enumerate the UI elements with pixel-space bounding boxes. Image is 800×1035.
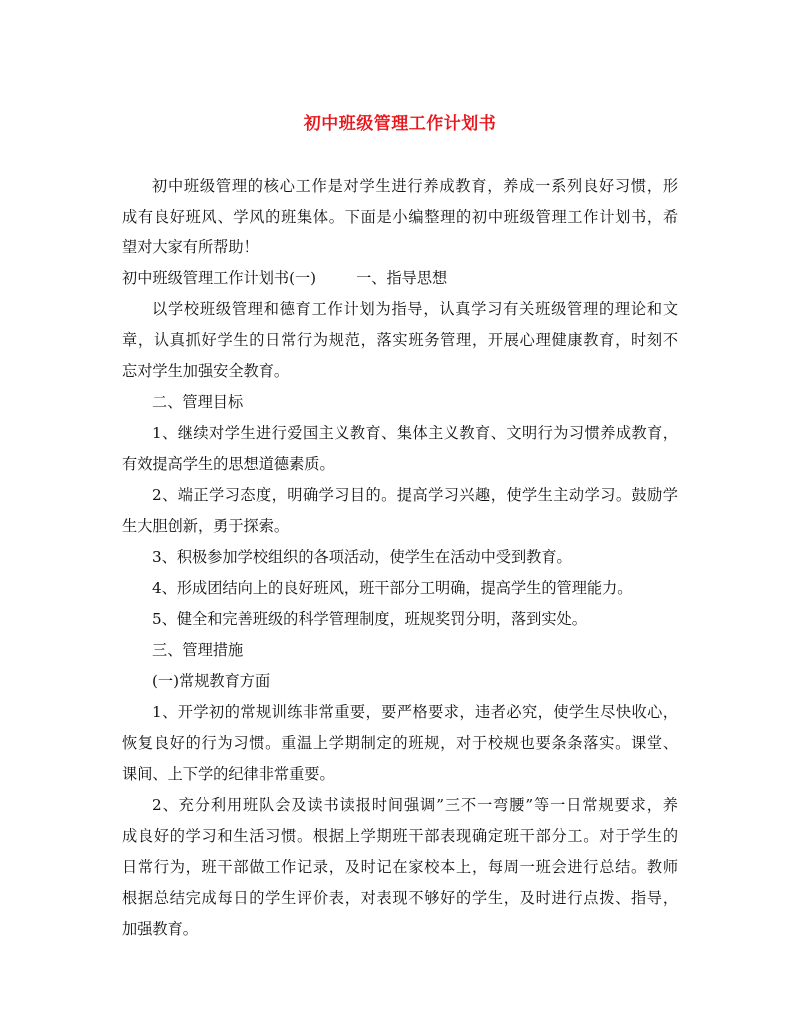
paragraph-line: 4、形成团结向上的良好班风，班干部分工明确，提高学生的管理能力。 [152, 579, 633, 597]
paragraph-line: 根据总结完成每日的学生评价表，对表现不够好的学生，及时进行点拨、指导， [122, 889, 678, 907]
plan-subtitle: 初中班级管理工作计划书(一) [122, 269, 317, 287]
paragraph-line: 1、开学初的常规训练非常重要，要严格要求，违者必究，使学生尽快收心， [152, 703, 678, 721]
paragraph-line: 1、继续对学生进行爱国主义教育、集体主义教育、文明行为习惯养成教育， [152, 424, 678, 442]
paragraph-line: 忘对学生加强安全教育。 [122, 362, 290, 380]
section-heading: 一、指导思想 [356, 269, 448, 287]
section-heading: 三、管理措施 [152, 641, 244, 659]
paragraph-line: 章，认真抓好学生的日常行为规范，落实班务管理，开展心理健康教育，时刻不 [122, 331, 678, 349]
paragraph-line: 2、充分利用班队会及读书读报时间强调”三不一弯腰”等一日常规要求，养 [152, 796, 678, 814]
paragraph-line: 望对大家有所帮助！ [122, 238, 259, 256]
paragraph-line: 5、健全和完善班级的科学管理制度，班规奖罚分明，落到实处。 [152, 610, 587, 628]
paragraph-line: 初中班级管理的核心工作是对学生进行养成教育，养成一系列良好习惯，形 [152, 177, 678, 195]
paragraph-line: 恢复良好的行为习惯。重温上学期制定的班规，对于校规也要条条落实。课堂、 [122, 734, 678, 752]
paragraph-line: 加强教育。 [122, 920, 198, 938]
paragraph-line: 2、端正学习态度，明确学习目的。提高学习兴趣，使学生主动学习。鼓励学 [152, 486, 678, 504]
paragraph-line: 日常行为，班干部做工作记录，及时记在家校本上，每周一班会进行总结。教师 [122, 858, 678, 876]
subsection-heading: (一)常规教育方面 [152, 672, 271, 690]
paragraph-line: 有效提高学生的思想道德素质。 [122, 455, 335, 473]
paragraph-line: 成良好的学习和生活习惯。根据上学期班干部表现确定班干部分工。对于学生的 [122, 827, 678, 845]
section-heading-line [122, 268, 447, 288]
section-heading: 二、管理目标 [152, 393, 244, 411]
paragraph-line: 以学校班级管理和德育工作计划为指导，认真学习有关班级管理的理论和文 [152, 300, 678, 318]
paragraph-line: 成有良好班风、学风的班集体。下面是小编整理的初中班级管理工作计划书，希 [122, 208, 678, 226]
document-title: 初中班级管理工作计划书 [303, 114, 497, 134]
paragraph-line: 生大胆创新，勇于探索。 [122, 517, 290, 535]
paragraph-line: 3、积极参加学校组织的各项活动，使学生在活动中受到教育。 [152, 548, 572, 566]
paragraph-line: 课间、上下学的纪律非常重要。 [122, 765, 335, 783]
